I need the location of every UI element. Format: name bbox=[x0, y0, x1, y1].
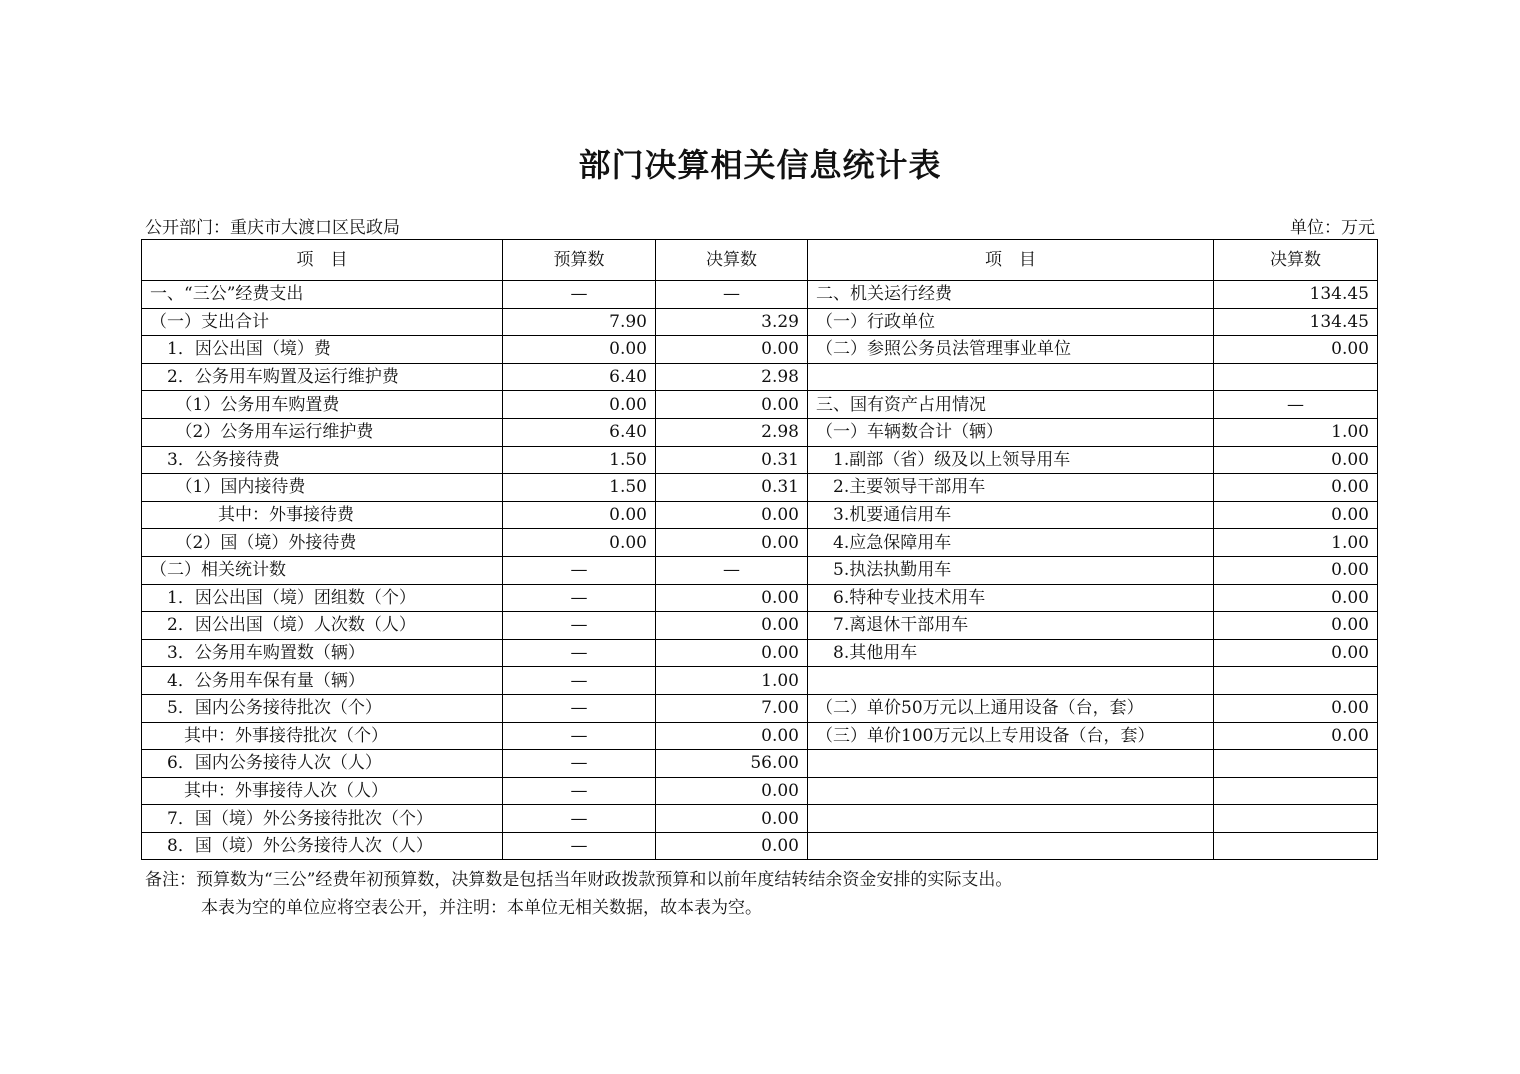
row-budget-value: 1.50 bbox=[503, 474, 656, 502]
row-item-label-right: （一）行政单位 bbox=[808, 308, 1214, 336]
table-row bbox=[142, 281, 1378, 309]
table-row bbox=[142, 336, 1378, 364]
row-item-label-right bbox=[808, 832, 1214, 860]
table-row bbox=[142, 832, 1378, 860]
row-final-value: 0.00 bbox=[656, 501, 808, 529]
row-final-value: 56.00 bbox=[656, 750, 808, 778]
row-final-value: 0.00 bbox=[656, 584, 808, 612]
row-item-label: 7．国（境）外公务接待批次（个） bbox=[142, 805, 503, 833]
row-budget-value: — bbox=[503, 777, 656, 805]
department-label: 公开部门：重庆市大渡口区民政局 bbox=[145, 218, 400, 238]
row-budget-value: 0.00 bbox=[503, 529, 656, 557]
row-budget-value: 7.90 bbox=[503, 308, 656, 336]
row-item-label-right: 3.机要通信用车 bbox=[808, 501, 1214, 529]
row-final-value-right bbox=[1214, 363, 1378, 391]
table-row bbox=[142, 584, 1378, 612]
row-item-label: 1．因公出国（境）费 bbox=[142, 336, 503, 364]
row-budget-value: — bbox=[503, 722, 656, 750]
row-final-value-right: 0.00 bbox=[1214, 446, 1378, 474]
row-item-label-right bbox=[808, 750, 1214, 778]
row-final-value: — bbox=[656, 556, 808, 584]
row-item-label: （二）相关统计数 bbox=[142, 556, 503, 584]
table-row bbox=[142, 612, 1378, 640]
row-final-value: 0.00 bbox=[656, 529, 808, 557]
row-item-label: 3．公务用车购置数（辆） bbox=[142, 639, 503, 667]
row-final-value: 0.31 bbox=[656, 474, 808, 502]
row-budget-value: 0.00 bbox=[503, 501, 656, 529]
table-row bbox=[142, 501, 1378, 529]
table-row bbox=[142, 667, 1378, 695]
row-final-value: 0.00 bbox=[656, 391, 808, 419]
row-budget-value: — bbox=[503, 750, 656, 778]
row-item-label-right: 6.特种专业技术用车 bbox=[808, 584, 1214, 612]
row-budget-value: 6.40 bbox=[503, 418, 656, 446]
row-final-value-right: 0.00 bbox=[1214, 722, 1378, 750]
header-final-right: 决算数 bbox=[1214, 240, 1378, 281]
row-final-value: 0.00 bbox=[656, 336, 808, 364]
header-budget: 预算数 bbox=[503, 240, 656, 281]
row-final-value-right: 0.00 bbox=[1214, 474, 1378, 502]
header-item-right: 项 目 bbox=[808, 240, 1214, 281]
row-final-value-right: 0.00 bbox=[1214, 612, 1378, 640]
table-row bbox=[142, 556, 1378, 584]
row-item-label-right: 4.应急保障用车 bbox=[808, 529, 1214, 557]
row-final-value: 1.00 bbox=[656, 667, 808, 695]
table-row bbox=[142, 418, 1378, 446]
page-title: 部门决算相关信息统计表 bbox=[578, 146, 942, 184]
row-item-label: （1）国内接待费 bbox=[142, 474, 503, 502]
row-final-value: 0.00 bbox=[656, 805, 808, 833]
table-row bbox=[142, 308, 1378, 336]
table-row bbox=[142, 639, 1378, 667]
row-final-value-right: 134.45 bbox=[1214, 308, 1378, 336]
row-final-value: 0.00 bbox=[656, 639, 808, 667]
row-budget-value: 1.50 bbox=[503, 446, 656, 474]
row-budget-value: — bbox=[503, 584, 656, 612]
row-item-label-right bbox=[808, 805, 1214, 833]
row-final-value-right bbox=[1214, 667, 1378, 695]
statistics-table bbox=[141, 239, 1378, 860]
row-final-value: 2.98 bbox=[656, 363, 808, 391]
row-budget-value: — bbox=[503, 281, 656, 309]
row-budget-value: — bbox=[503, 832, 656, 860]
row-final-value-right: — bbox=[1214, 391, 1378, 419]
row-item-label-right: 三、国有资产占用情况 bbox=[808, 391, 1214, 419]
row-budget-value: — bbox=[503, 667, 656, 695]
row-final-value-right bbox=[1214, 777, 1378, 805]
row-final-value-right: 1.00 bbox=[1214, 529, 1378, 557]
row-item-label: 6．国内公务接待人次（人） bbox=[142, 750, 503, 778]
row-item-label-right bbox=[808, 777, 1214, 805]
row-budget-value: — bbox=[503, 639, 656, 667]
notes bbox=[145, 866, 1012, 922]
row-final-value-right: 0.00 bbox=[1214, 584, 1378, 612]
row-item-label: 8．国（境）外公务接待人次（人） bbox=[142, 832, 503, 860]
table-row bbox=[142, 363, 1378, 391]
row-item-label-right: 1.副部（省）级及以上领导用车 bbox=[808, 446, 1214, 474]
header-item: 项 目 bbox=[142, 240, 503, 281]
row-final-value: 3.29 bbox=[656, 308, 808, 336]
row-final-value-right bbox=[1214, 805, 1378, 833]
row-item-label: 3．公务接待费 bbox=[142, 446, 503, 474]
row-budget-value: 0.00 bbox=[503, 391, 656, 419]
table-row bbox=[142, 391, 1378, 419]
row-item-label-right: 2.主要领导干部用车 bbox=[808, 474, 1214, 502]
header-final: 决算数 bbox=[656, 240, 808, 281]
row-budget-value: — bbox=[503, 805, 656, 833]
note-line-2: 本表为空的单位应将空表公开，并注明：本单位无相关数据，故本表为空。 bbox=[201, 898, 762, 918]
row-item-label: 5．国内公务接待批次（个） bbox=[142, 694, 503, 722]
row-item-label: 2．公务用车购置及运行维护费 bbox=[142, 363, 503, 391]
row-budget-value: 6.40 bbox=[503, 363, 656, 391]
row-final-value: — bbox=[656, 281, 808, 309]
row-final-value-right bbox=[1214, 832, 1378, 860]
row-item-label-right: （二）单价50万元以上通用设备（台，套） bbox=[808, 694, 1214, 722]
row-item-label: 其中：外事接待批次（个） bbox=[142, 722, 503, 750]
row-item-label-right bbox=[808, 667, 1214, 695]
table-row bbox=[142, 750, 1378, 778]
row-item-label: （2）公务用车运行维护费 bbox=[142, 418, 503, 446]
row-final-value-right: 0.00 bbox=[1214, 694, 1378, 722]
row-item-label: 2．因公出国（境）人次数（人） bbox=[142, 612, 503, 640]
row-final-value-right: 0.00 bbox=[1214, 501, 1378, 529]
row-final-value: 7.00 bbox=[656, 694, 808, 722]
row-item-label-right: 8.其他用车 bbox=[808, 639, 1214, 667]
row-final-value-right: 0.00 bbox=[1214, 336, 1378, 364]
row-budget-value: — bbox=[503, 612, 656, 640]
table-row bbox=[142, 805, 1378, 833]
row-item-label: （一）支出合计 bbox=[142, 308, 503, 336]
table-row bbox=[142, 446, 1378, 474]
row-final-value: 0.00 bbox=[656, 722, 808, 750]
row-final-value-right: 0.00 bbox=[1214, 639, 1378, 667]
row-item-label-right: 二、机关运行经费 bbox=[808, 281, 1214, 309]
table-row bbox=[142, 722, 1378, 750]
row-final-value: 0.00 bbox=[656, 777, 808, 805]
row-item-label-right: （一）车辆数合计（辆） bbox=[808, 418, 1214, 446]
row-item-label: 其中：外事接待人次（人） bbox=[142, 777, 503, 805]
row-item-label-right bbox=[808, 363, 1214, 391]
table-row bbox=[142, 474, 1378, 502]
row-item-label-right: 5.执法执勤用车 bbox=[808, 556, 1214, 584]
row-budget-value: — bbox=[503, 694, 656, 722]
row-final-value-right: 134.45 bbox=[1214, 281, 1378, 309]
row-final-value: 0.00 bbox=[656, 612, 808, 640]
table-row bbox=[142, 694, 1378, 722]
row-final-value: 2.98 bbox=[656, 418, 808, 446]
row-item-label: 一、“三公”经费支出 bbox=[142, 281, 503, 309]
table-row bbox=[142, 777, 1378, 805]
row-budget-value: 0.00 bbox=[503, 336, 656, 364]
row-item-label-right: （二）参照公务员法管理事业单位 bbox=[808, 336, 1214, 364]
note-line-1: 备注：预算数为“三公”经费年初预算数，决算数是包括当年财政拨款预算和以前年度结转结余资金安排的实际支出。 bbox=[145, 870, 1013, 890]
row-item-label: （1）公务用车购置费 bbox=[142, 391, 503, 419]
row-item-label: 其中：外事接待费 bbox=[142, 501, 503, 529]
row-item-label-right: 7.离退休干部用车 bbox=[808, 612, 1214, 640]
row-final-value-right bbox=[1214, 750, 1378, 778]
row-final-value-right: 0.00 bbox=[1214, 556, 1378, 584]
row-budget-value: — bbox=[503, 556, 656, 584]
row-item-label: 4．公务用车保有量（辆） bbox=[142, 667, 503, 695]
row-item-label: （2）国（境）外接待费 bbox=[142, 529, 503, 557]
table-row bbox=[142, 529, 1378, 557]
row-final-value: 0.31 bbox=[656, 446, 808, 474]
row-final-value-right: 1.00 bbox=[1214, 418, 1378, 446]
table-header-row bbox=[142, 240, 1378, 281]
unit-label: 单位：万元 bbox=[1290, 218, 1375, 238]
row-item-label: 1．因公出国（境）团组数（个） bbox=[142, 584, 503, 612]
row-final-value: 0.00 bbox=[656, 832, 808, 860]
row-item-label-right: （三）单价100万元以上专用设备（台，套） bbox=[808, 722, 1214, 750]
